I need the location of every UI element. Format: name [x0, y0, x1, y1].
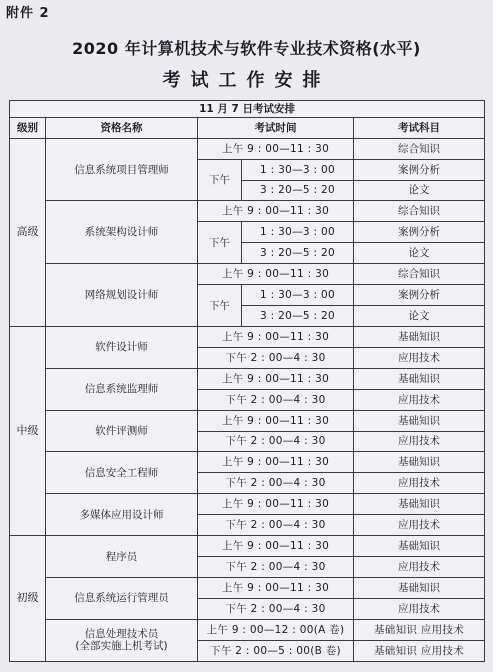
exam-time: 3 : 20—5 : 20 — [242, 243, 354, 264]
exam-time: 上午 9 : 00—11 : 30 — [198, 536, 354, 557]
exam-subject: 应用技术 — [354, 347, 485, 368]
exam-subject: 基础知识 — [354, 536, 485, 557]
exam-time: 上午 9 : 00—11 : 30 — [198, 264, 354, 285]
exam-time: 下午 2 : 00—4 : 30 — [198, 515, 354, 536]
period-label: 下午 — [198, 159, 242, 201]
qualification-name: 软件评测师 — [46, 410, 198, 452]
exam-time: 1 : 30—3 : 00 — [242, 159, 354, 180]
exam-time: 下午 2 : 00—4 : 30 — [198, 473, 354, 494]
level-intermediate: 中级 — [10, 326, 46, 535]
exam-time: 3 : 20—5 : 20 — [242, 306, 354, 327]
column-header-level: 级别 — [10, 117, 46, 138]
exam-time: 1 : 30—3 : 00 — [242, 285, 354, 306]
exam-subject: 应用技术 — [354, 473, 485, 494]
exam-subject: 基础知识 — [354, 494, 485, 515]
table-row — [10, 201, 485, 222]
qualification-name: 信息系统运行管理员 — [46, 578, 198, 620]
exam-time: 3 : 20—5 : 20 — [242, 180, 354, 201]
table-row — [10, 264, 485, 285]
exam-subject: 基础知识 — [354, 368, 485, 389]
document-subtitle: 考试工作安排 — [162, 70, 331, 91]
qualification-name: 系统架构设计师 — [46, 201, 198, 264]
column-header-qualification: 资格名称 — [46, 117, 198, 138]
level-junior: 初级 — [10, 536, 46, 662]
exam-subject: 基础知识 应用技术 — [354, 619, 485, 640]
exam-subject: 论文 — [354, 180, 485, 201]
exam-time: 下午 2 : 00—4 : 30 — [198, 347, 354, 368]
exam-subject: 论文 — [354, 243, 485, 264]
exam-time: 上午 9 : 00—11 : 30 — [198, 452, 354, 473]
table-row — [10, 619, 485, 640]
exam-subject: 基础知识 应用技术 — [354, 640, 485, 661]
exam-subject: 案例分析 — [354, 159, 485, 180]
exam-time: 上午 9 : 00—11 : 30 — [198, 138, 354, 159]
table-row — [10, 138, 485, 159]
exam-subject: 综合知识 — [354, 138, 485, 159]
exam-time: 下午 2 : 00—5 : 00(B 卷) — [198, 640, 354, 661]
qualification-name: 多媒体应用设计师 — [46, 494, 198, 536]
exam-time: 上午 9 : 00—11 : 30 — [198, 326, 354, 347]
exam-subject: 应用技术 — [354, 389, 485, 410]
exam-time: 上午 9 : 00—11 : 30 — [198, 368, 354, 389]
exam-subject: 应用技术 — [354, 515, 485, 536]
qualification-name: 网络规划设计师 — [46, 264, 198, 327]
exam-time: 上午 9 : 00—12 : 00(A 卷) — [198, 619, 354, 640]
table-caption: 11 月 7 日考试安排 — [10, 101, 485, 118]
exam-time: 上午 9 : 00—11 : 30 — [198, 494, 354, 515]
exam-time: 下午 2 : 00—4 : 30 — [198, 431, 354, 452]
document-title: 2020 年计算机技术与软件专业技术资格(水平) — [72, 39, 421, 58]
exam-time: 上午 9 : 00—11 : 30 — [198, 201, 354, 222]
qualification-name: 信息安全工程师 — [46, 452, 198, 494]
exam-subject: 论文 — [354, 306, 485, 327]
exam-time: 下午 2 : 00—4 : 30 — [198, 598, 354, 619]
exam-subject: 基础知识 — [354, 410, 485, 431]
qualification-name: 程序员 — [46, 536, 198, 578]
qualification-name: 软件设计师 — [46, 326, 198, 368]
table-row — [10, 536, 485, 557]
exam-time: 1 : 30—3 : 00 — [242, 222, 354, 243]
qualification-name: 信息系统项目管理师 — [46, 138, 198, 201]
exam-subject: 应用技术 — [354, 557, 485, 578]
period-label: 下午 — [198, 222, 242, 264]
table-row — [10, 578, 485, 599]
exam-subject: 综合知识 — [354, 201, 485, 222]
exam-time: 下午 2 : 00—4 : 30 — [198, 557, 354, 578]
exam-time: 上午 9 : 00—11 : 30 — [198, 410, 354, 431]
table-row — [10, 410, 485, 431]
qualification-name: 信息处理技术员 — [84, 628, 159, 641]
table-row — [10, 452, 485, 473]
exam-subject: 案例分析 — [354, 285, 485, 306]
level-advanced: 高级 — [10, 138, 46, 326]
exam-subject: 基础知识 — [354, 452, 485, 473]
table-row — [10, 368, 485, 389]
exam-subject: 应用技术 — [354, 598, 485, 619]
exam-subject: 综合知识 — [354, 264, 485, 285]
qualification-note: (全部实施上机考试) — [75, 640, 168, 653]
attachment-label: 附件 2 — [6, 6, 50, 21]
qualification-name-multiline — [46, 619, 198, 661]
exam-subject: 基础知识 — [354, 578, 485, 599]
exam-subject: 案例分析 — [354, 222, 485, 243]
exam-time: 下午 2 : 00—4 : 30 — [198, 389, 354, 410]
exam-time: 上午 9 : 00—11 : 30 — [198, 578, 354, 599]
exam-schedule-table — [9, 100, 485, 662]
qualification-name: 信息系统监理师 — [46, 368, 198, 410]
exam-subject: 基础知识 — [354, 326, 485, 347]
exam-subject: 应用技术 — [354, 431, 485, 452]
table-header-row — [10, 117, 485, 138]
table-row — [10, 494, 485, 515]
column-header-time: 考试时间 — [198, 117, 354, 138]
table-row — [10, 326, 485, 347]
period-label: 下午 — [198, 285, 242, 327]
column-header-subject: 考试科目 — [354, 117, 485, 138]
